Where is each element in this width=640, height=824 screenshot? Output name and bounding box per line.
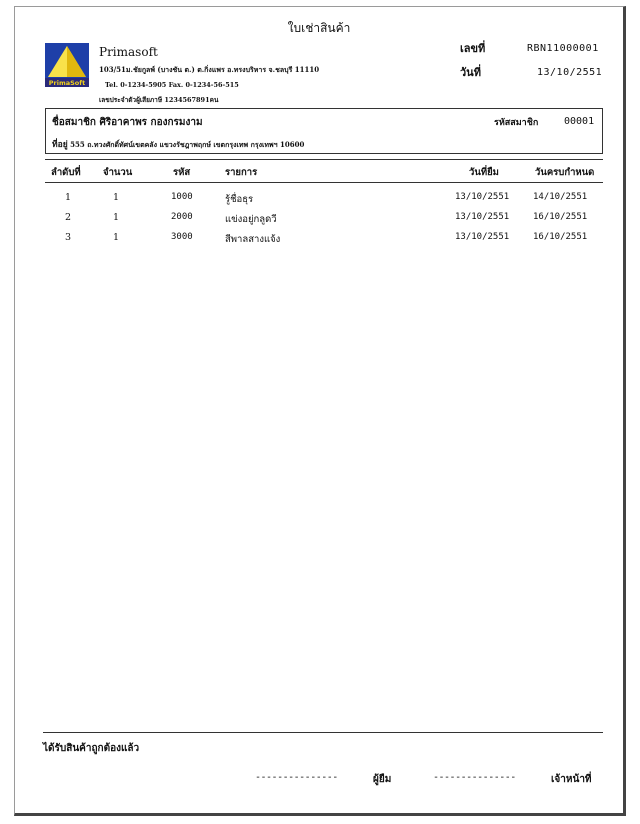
officer-signature-line: --------------- bbox=[433, 772, 516, 783]
row-borrow-date: 13/10/2551 bbox=[455, 212, 510, 222]
row-no: 1 bbox=[65, 192, 72, 203]
header-no: ลำดับที่ bbox=[51, 167, 81, 178]
officer-label: เจ้าหน้าที่ bbox=[551, 774, 592, 785]
company-name: Primasoft bbox=[99, 45, 158, 59]
footer-divider bbox=[43, 732, 603, 733]
row-borrow-date: 13/10/2551 bbox=[455, 232, 510, 242]
table-row bbox=[45, 231, 603, 247]
table-row bbox=[45, 191, 603, 207]
table-row bbox=[45, 211, 603, 227]
member-address-label: ที่อยู่ bbox=[52, 140, 68, 150]
rental-document-page bbox=[14, 6, 626, 816]
row-item: แข่งอยู่กลูดวี bbox=[225, 214, 277, 225]
row-code: 3000 bbox=[171, 232, 193, 242]
row-code: 1000 bbox=[171, 192, 193, 202]
row-item: รู้ชื่อธุร bbox=[225, 194, 254, 205]
row-no: 2 bbox=[65, 212, 72, 223]
header-borrow: วันที่ยืม bbox=[469, 167, 499, 178]
member-info-box bbox=[45, 108, 603, 154]
member-name-label: ชื่อสมาชิก bbox=[52, 117, 96, 128]
doc-number: RBN11000001 bbox=[527, 43, 599, 54]
company-tax-id: เลขประจำตัวผู้เสียภาษี 1234567891คน bbox=[99, 96, 219, 104]
row-qty: 1 bbox=[113, 192, 120, 203]
row-no: 3 bbox=[65, 232, 72, 243]
member-address-line bbox=[52, 137, 304, 151]
borrower-signature-line: --------------- bbox=[255, 772, 338, 783]
row-borrow-date: 13/10/2551 bbox=[455, 192, 510, 202]
table-header bbox=[45, 159, 603, 183]
received-confirmation: ได้รับสินค้าถูกต้องแล้ว bbox=[43, 743, 140, 754]
row-code: 2000 bbox=[171, 212, 193, 222]
row-item: สีพาลสางแจ้ง bbox=[225, 234, 281, 245]
row-due-date: 16/10/2551 bbox=[533, 212, 588, 222]
member-code: 00001 bbox=[564, 116, 595, 127]
company-address: 103/51ม.ชัยกูลพ์ (บางชัน ต.) ต.กิ่งแพร อ.ทรงบริหาร จ.ชลบุรี 11110 bbox=[99, 65, 320, 74]
document-title: ใบเช่าสินค้า bbox=[287, 21, 351, 35]
row-due-date: 16/10/2551 bbox=[533, 232, 588, 242]
row-qty: 1 bbox=[113, 232, 120, 243]
row-due-date: 14/10/2551 bbox=[533, 192, 588, 202]
member-name: ศิริอาคาพร กองกรมงาม bbox=[99, 117, 203, 128]
member-address: 555 ถ.ทวงศักดิ์ทัศน์เขตคลัง แขวงรัชฎาพฤกษ์ เขตกรุงเทพ กรุงเทพฯ 10600 bbox=[70, 140, 305, 149]
member-name-line bbox=[52, 115, 203, 130]
doc-number-label: เลขที่ bbox=[460, 42, 486, 55]
member-code-label: รหัสสมาชิก bbox=[494, 118, 539, 128]
header-item: รายการ bbox=[225, 167, 258, 178]
row-qty: 1 bbox=[113, 212, 120, 223]
header-qty: จำนวน bbox=[103, 167, 133, 178]
doc-date: 13/10/2551 bbox=[537, 67, 603, 78]
doc-date-label: วันที่ bbox=[460, 66, 481, 79]
company-tel: Tel. 0-1234-5905 Fax. 0-1234-56-515 bbox=[105, 81, 239, 89]
header-due: วันครบกำหนด bbox=[535, 167, 595, 178]
borrower-label: ผู้ยืม bbox=[373, 774, 392, 785]
header-code: รหัส bbox=[173, 167, 191, 178]
company-logo-icon bbox=[45, 43, 89, 87]
logo-text: PrimaSoft bbox=[48, 79, 86, 87]
